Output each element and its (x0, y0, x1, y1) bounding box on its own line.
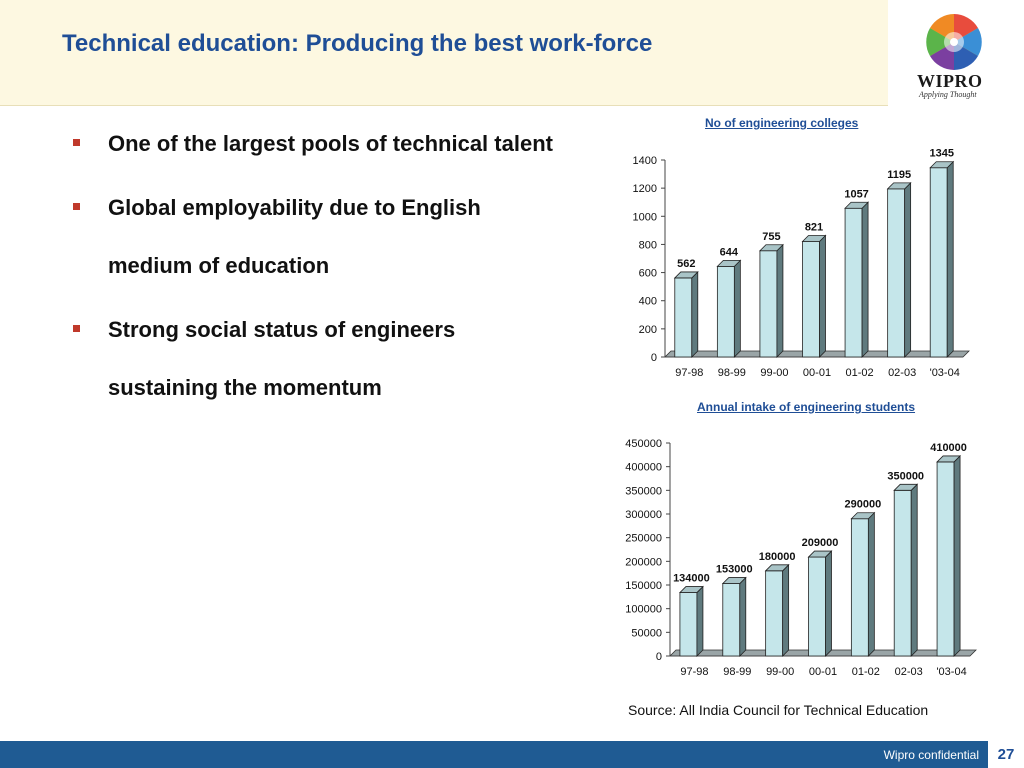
data-label: 1195 (887, 168, 912, 181)
bar-front (680, 593, 697, 656)
data-label: 1057 (844, 188, 869, 201)
y-tick-label: 1200 (632, 183, 657, 196)
x-tick-label: 01-02 (845, 367, 874, 379)
y-tick-label: 0 (655, 651, 662, 663)
data-label: 153000 (715, 563, 753, 576)
y-tick-label: 0 (650, 352, 657, 364)
data-label: 755 (762, 230, 781, 243)
page-number: 27 (988, 741, 1024, 768)
bar-front (766, 571, 783, 656)
chart-bar (680, 587, 703, 656)
x-tick-label: 97-98 (675, 367, 704, 379)
bar-side (697, 587, 703, 656)
y-tick-label: 600 (638, 267, 657, 280)
colleges-chart-title: No of engineering colleges (705, 116, 859, 130)
x-tick-label: 00-01 (808, 666, 838, 678)
data-label: 562 (677, 257, 696, 270)
y-tick-label: 350000 (625, 485, 662, 498)
bar-side (740, 578, 746, 656)
source-note: Source: All India Council for Technical Education (628, 702, 929, 718)
bar-front (809, 557, 826, 656)
bar-side (911, 484, 917, 656)
y-tick-label: 150000 (625, 580, 662, 592)
data-label: 350000 (887, 470, 925, 483)
bar-side (783, 565, 789, 656)
x-tick-label: 97-98 (680, 666, 709, 678)
x-tick-label: '03-04 (929, 367, 960, 379)
logo-tagline: Applying Thought (919, 90, 977, 99)
x-tick-label: 98-99 (717, 367, 746, 379)
y-tick-label: 400000 (625, 461, 662, 474)
data-label: 644 (719, 246, 739, 259)
x-tick-label: 01-02 (851, 666, 880, 678)
x-tick-label: 02-03 (894, 666, 923, 678)
bullet-text: Strong social status of engineers sustaining the momentum (108, 317, 456, 400)
y-tick-label: 250000 (625, 532, 662, 545)
chart-bar (851, 513, 874, 656)
chart-bar (937, 456, 960, 656)
bar-front (937, 462, 954, 656)
y-tick-label: 450000 (625, 438, 662, 450)
y-tick-label: 1400 (632, 155, 657, 167)
y-tick-label: 200000 (625, 556, 662, 569)
data-label: 410000 (930, 441, 967, 454)
y-tick-label: 800 (638, 239, 657, 252)
bar-front (894, 490, 911, 656)
bar-side (826, 551, 832, 656)
chart-bar (766, 565, 789, 656)
x-tick-label: 99-00 (760, 367, 789, 379)
intake-chart-title: Annual intake of engineering students (697, 400, 916, 414)
y-tick-label: 200 (638, 323, 657, 336)
x-tick-label: 02-03 (888, 367, 917, 379)
footer-bar (0, 741, 1024, 768)
data-label: 180000 (758, 550, 796, 563)
bar-side (954, 456, 960, 656)
slide-title: Technical education: Producing the best work-force (62, 30, 653, 57)
y-tick-label: 400 (638, 295, 657, 308)
y-tick-label: 50000 (631, 627, 662, 640)
bar-side (868, 513, 874, 656)
data-label: 209000 (801, 537, 839, 550)
bullet-text: One of the largest pools of technical talent (108, 131, 553, 156)
logo-wordmark: WIPRO (917, 71, 983, 91)
chart-bar (894, 484, 917, 656)
data-label: 1345 (929, 147, 954, 160)
y-tick-label: 100000 (625, 603, 662, 616)
chart-bar (809, 551, 832, 656)
data-label: 821 (804, 221, 824, 234)
data-label: 290000 (844, 498, 882, 511)
bar-front (851, 519, 868, 656)
footer-confidential-label: Wipro confidential (883, 748, 979, 762)
y-tick-label: 300000 (625, 509, 662, 521)
y-tick-label: 1000 (632, 211, 657, 224)
x-tick-label: '03-04 (936, 666, 967, 678)
data-label: 134000 (673, 572, 710, 585)
x-tick-label: 99-00 (766, 666, 795, 678)
x-tick-label: 98-99 (723, 666, 752, 678)
bar-front (723, 584, 740, 656)
x-tick-label: 00-01 (802, 367, 832, 379)
bullet-text: Global employability due to English medium of education (108, 195, 481, 278)
chart-bar (723, 578, 746, 656)
